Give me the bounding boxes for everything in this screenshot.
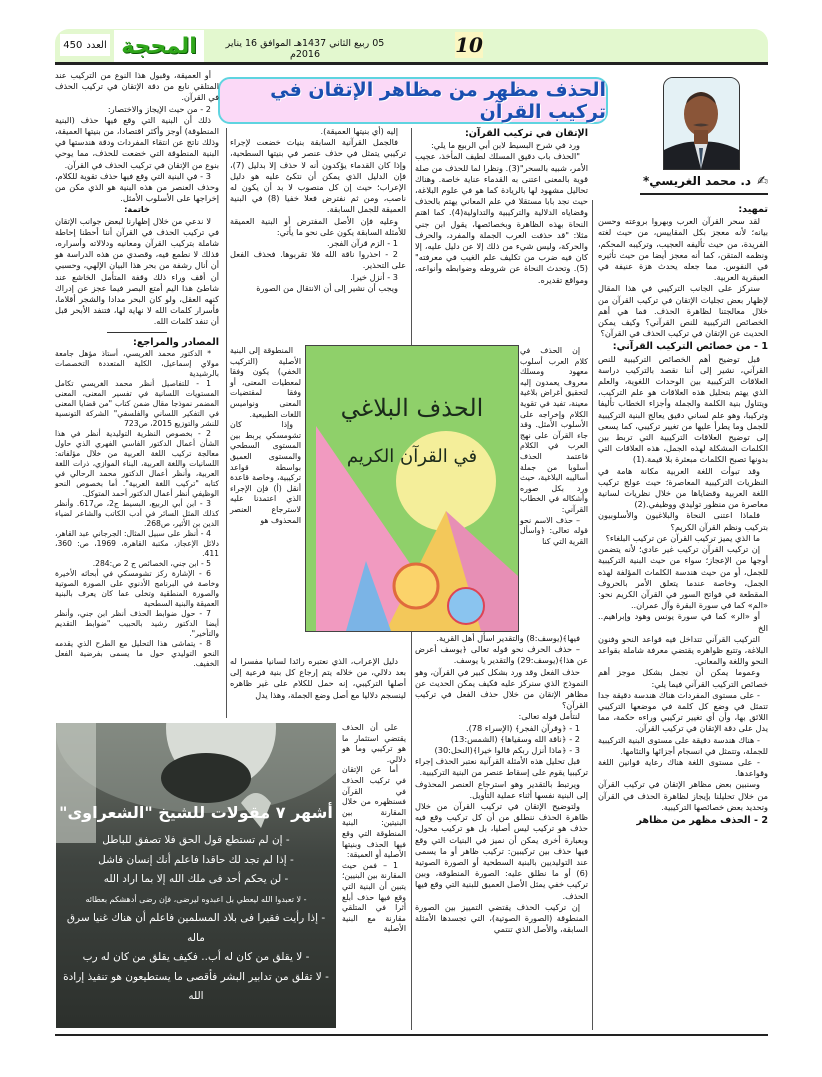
paragraph: وقد تبوأت اللغة العربية مكانة هامة في النظريات التركيبية المعاصرة؛ حيث عولج تركيب اللغة العربية وقضاياها من خلال نظريات لسانية معاصرة من منظور توليدي ووظيفي.(2) — [598, 465, 768, 510]
paragraph: إن تركيب الحذف يقتضي التمييز بين الصورة المنطوقة (الصورة الصوتية)، التي تجسدها الأمثلة السابقة، والأصل الذي تنتمي — [415, 901, 588, 935]
paragraph: قبل توضيح أهم الخصائص التركيبية للنص القرآني، نشير إلى أننا نقصد بالتركيب دراسة العلاقات التركيبية بين الوحدات اللغوية، والعلم الذي يهتم بتحليل هذه العلاقات هو علم التركيب، ويتناول بنية الكلمة والجملة وأجزاء الخطاب تأليفا وتركيبا، وهو علم لساني دقيق يعالج البنية التركيبية للجمل وما يطرأ عليها من تغيير تركيبي، كما يسعى إلى توضيح العلاقات التركيبية التي تربط بين الكلمات المشكلة لهذه الجمل، هذه العلاقات التي بدونها تصبح الكلمات مبعثرة بلا قيمة.(1) — [598, 353, 768, 465]
paragraph: لنتأمل قوله تعالى: — [518, 711, 580, 722]
paragraph: إن الحذف في كلام العرب أسلوب معهود ومسلك معروف يعمدون إليه لتحقيق أغراض بلاغية معينة، تفيد في تقوية الكلام وإخراجه على الأسلوب الأمثل. وقد جاء القرآن على نهج العرب في الكلام فاعتمد الحذف أسلوبا من جملة أساليبه البلاغية، حيث ورد بكل صوره وأشكاله في الخطاب القرآني: — [520, 346, 588, 514]
paragraph: إن تركيب القرآن تركيب غير عادي؛ لأنه يتضمن أوجها من الإعجاز؛ سواء من حيث البنية التركيبية للجمل، أو من حيث هندسة الكلمات المؤلفة لهذه الجمل، وخاصة عندما يتعلق الأمر بالحروف المقطعة في فواتح السور في القرآن الكريم نحو: «الم» كما في سورة البقرة وآل عمران.. — [598, 544, 768, 611]
paragraph: ويرتبط بالتقدير وهو استرجاع العنصر المحذوف إلى البنية نفسها أثناء عملية التأويل. — [415, 778, 588, 800]
paragraph: - هناك هندسة دقيقة على مستوى البنية التركيبية للجملة، وتتمثل في انسجام أجزائها والتئامها. — [598, 734, 768, 756]
issue-label: العدد — [86, 39, 107, 51]
paragraph: 2 - من حيث الإيجاز والاختصار: — [107, 103, 211, 114]
section-divider — [107, 332, 167, 333]
section-heading: تمهيد: — [738, 204, 768, 215]
paragraph: لقد سحر القرآن العرب وبهروا بروعته وحسن بيانه؛ لأنه معجز بكل المقاييس، من حيث لغته الفريدة، من حيث تأليفه العجيب، وتركيبه المحكم، ونظمه المتقن، كما أنه معجز أيضا من حيث تأثيره في النفوس. مما جعله يحدث هزة عنيفة في العبقرية العربية. — [598, 216, 768, 283]
paragraph: وسنبين بعض مظاهر الإتقان في تركيب القرآن من خلال تحليلنا بإيجاز لظاهرة الحذف في القرآن وتحديد بعض خصائصها التركيبية. — [598, 779, 768, 812]
reference-note: 4 - أنظر على سبيل المثال: الجرجاني عبد القاهر، دلائل الإعجاز، مكتبة القاهرة، 1969، ص: 360، 411. — [55, 528, 219, 558]
paragraph: ورد في شرح البسيط لابن أبي الربيع ما يلي: — [431, 140, 580, 151]
article-title: الحذف مظهر من مظاهر الإتقان في تركيب القرآن — [218, 77, 608, 124]
quote-line: - لا يقلق من كان له أب.. فكيف يقلق من كان له رب — [82, 951, 310, 963]
paragraph: المنطوقة إلى البنية الأصلية (التركيب الخفي) يكون وفقا لمعطيات المعنى، أو وفقا لمقتضيات المعنى ونواميس اللغات الطبيعية. — [230, 346, 301, 419]
pen-writing-icon: ✍ — [757, 173, 768, 189]
column-3-beside-book — [230, 346, 301, 526]
quotes-heading: أشهر ٧ مقولات للشيخ "الشعراوى" — [59, 803, 333, 822]
column-left — [55, 70, 219, 669]
paragraph: ويجب أن نشير إلى أن الانتقال من الصورة — [256, 282, 398, 293]
column-2-top — [415, 126, 588, 286]
column-2-bottom — [415, 633, 588, 935]
author-underline — [640, 193, 768, 195]
column-divider — [226, 128, 227, 718]
author-name: د. محمد الغريسي* — [642, 174, 752, 188]
book-title-line1: الحذف البلاغي — [340, 394, 484, 422]
section-heading: 1 - من خصائص التركيب القرآني: — [612, 341, 768, 353]
reference-note: 8 - يتماشى هذا التحليل مع الطرح الذي يقدمه النحو التوليدي حول ما يسمى بفرضية الفعل الخفيف. — [55, 638, 219, 668]
column-divider — [592, 200, 593, 1030]
paragraph: سنركز على الجانب التركيبي في هذا المقال لإظهار بعض تجليات الإتقان في تركيب القرآن من خلال معالجتنا لظاهرة الحذف. فما هي أهم الخصائص التركيبية للنص القرآني؟ وكيف يمكن الحديث عن الإتقان في تركيب الحذف في القرآن؟ — [598, 283, 768, 339]
issue-number: 450 — [63, 39, 83, 51]
column-3-top — [230, 126, 406, 294]
quote-line: - لن يحكم أحد فى ملك الله إلا بما اراد الله — [103, 873, 289, 885]
paragraph: 3 - في البنية التي وقع فيها حذف تقوية للكلام، وحذف العنصر من هذه البنية هو الذي مكن من إخراجها على الأسلوب الأمثل. — [55, 170, 219, 204]
page-number: 10 — [455, 33, 483, 57]
quotes-list — [60, 831, 332, 1007]
book-title-line2: في القرآن الكريم — [346, 446, 478, 467]
author-byline — [640, 171, 768, 191]
paragraph: فلماذا اعتنى النحاة والبلاغيون والأسلوبيون بتركيب ونظم القرآن الكريم؟ — [598, 510, 768, 532]
masthead-divider — [55, 62, 768, 65]
reference-note: 5 - ابن جني، الخصائص ج 2 ص:284. — [92, 558, 211, 568]
quote-line: - إذا لم تجد لك حاقدا فاعلم أنك إنسان فاشل — [98, 853, 294, 866]
paragraph: أو العميقة، وقبول هذا النوع من التركيب عند المتلقي نابع من دقة الإتقان في تركيب الحذف في القرآن. — [55, 70, 219, 103]
quote-line: - إذا رأيت فقيرا فى بلاد المسلمين فاعلم أن هناك غنيا سرق ماله — [66, 912, 326, 944]
paragraph: على أن الحذف يقتضي استثمار ما هو تركيبي وما هو دلالي. — [342, 723, 406, 764]
paragraph: حذف الفعل وقد ورد بشكل كبير في القرآن، وهو النموذج الذي سنركز عليه فكيف يمكن الحديث عن مظاهر الإتقان من خلال حذف الفعل في تركيب القرآن؟ — [415, 666, 588, 711]
paragraph: وعموما يمكن أن نجمل بشكل موجز أهم خصائص التركيب القرآني فيما يلي: — [598, 667, 768, 689]
quote-line: - إن لم تستطع قول الحق فلا تصفق للباطل — [102, 834, 290, 846]
reference-note: * الدكتور محمد الغريسي، أستاذ مؤهل جامعة مولاي إسماعيل، الكلية المتعددة التخصصات بالرشيدية — [55, 348, 219, 378]
section-heading: الإتقان في تركيب القرآن: — [464, 128, 588, 139]
section-heading: المصادر والمراجع: — [132, 336, 219, 348]
paragraph: التركيب القرآني تتداخل فيه قواعد النحو وفنون البلاغة، وتتبع ظواهره يقتضي معرفة شاملة بقواعد النحو واللغة والمعاني. — [598, 633, 768, 667]
paragraph: 1 - الزم قرآن الفجر. — [327, 238, 398, 249]
paragraph: فيها﴾(يوسف:8) والتقدير اسأل أهل القرية. — [436, 633, 580, 643]
column-3-wide — [230, 656, 406, 701]
reference-note: 1 - للتفاصيل أنظر محمد الغريسي تكامل المستويات اللسانية في تفسير المعنى، المعنى المضمر نموذجا مقال ضمن كتاب "من قضايا المعنى في التفكير اللساني والفلسفي" الشركة التونسية للنشر والتوزيع 2015، ص723 — [55, 378, 219, 428]
page-bottom-rule — [55, 1034, 768, 1036]
paragraph: – حذف الحرف نحو قوله تعالى ﴿يوسف أعرض عن هذا﴾(يوسف:29) والتقدير يا يوسف. — [415, 644, 588, 666]
paragraph: فالجمل القرآنية السابقة بنيات خضعت لإجراء تركيبي يتمثل في حذف عنصر في بنيتها السطحية، وإذا كان القدماء يؤكدون أنه لا حذف إلا بدليل (7)، فإن الدليل الذي يمكن أن نتكئ عليه هو دليل الإعراب؛ حيث إن كل منصوب لا بد أن يكون له ناصب، ومن ثم نفترض فعلا خفيا (8) في البنية العميقة للجمل السابقة. — [230, 137, 406, 215]
section-heading: 2 - الحذف مظهر من مظاهر — [636, 814, 768, 826]
paragraph: دليل الإعراب، الذي نعتبره رائدا لسانيا مفسرا له بعد دلالي، من خلاله يتم إرجاع كل بنية فرعية إلى أصلها التركيبي، إنه حمل للكلام على غير ظاهره لينسجم دلاليا مع أصل وضع الجملة، وهذا يدل — [230, 656, 406, 700]
paragraph: - على مستوى اللغة هناك رعاية قوانين اللغة وقواعدها. — [598, 756, 768, 779]
reference-note: 7 - حول ضوابط الحذف أنظر ابن جني، وأنظر أيضا الدكتور رشيد بالحبيب "ضوابط التقديم والتأخير". — [55, 608, 219, 638]
paragraph: - على مستوى المفردات هناك هندسة دقيقة جدا تتمثل في وضع كل كلمة في موضعها التركيبي اللائق بها، وأن أي تغيير تركيبي وراءه حكمة، مما يدل على دقة الإتقان في تركيب القرآن. — [598, 689, 768, 734]
issue-date: 05 ربيع الثاني 1437هـ الموافق 16 يناير 2016م — [225, 38, 385, 60]
paragraph: – حذف الاسم نحو قوله تعالى: ﴿واسأل القرية التي كنا — [520, 515, 588, 546]
reference-note: 2 - بخصوص النظرية التوليدية أنظر في هذا الشأن أعمال الدكتور الفاسي الفهري الذي حاول معالجة تركيب اللغة العربية من خلال مؤلفاته: اللسانيات واللغة العربية، البناء الموازي، ذرات اللغة العربية، وأنظر أعمال الدكتور محمد الرحالي في كتابه "تركيب اللغة العربية". أما بخصوص النحو الوظيفي أنظر أعمال الدكتور أحمد المتوكل. — [55, 428, 219, 498]
paragraph: 2 - احذروا ناقة الله فلا تقربوها. فحذف الفعل على التحذير. — [230, 249, 406, 271]
quote-line: - لا تعبدوا الله ليعطي بل اعبدوه ليرضى، فإن رضى أدهشكم بعطائه — [85, 894, 307, 904]
paragraph: "الحذف باب دقيق المسلك لطيف المأخذ، عجيب الأمر، شبيه بالسحر"(3). ونظرا لما للحذف من صلة قوية بالمعنى اعتنى به القدماء عناية خاصة. وهناك تحاليل مشهود لها بالريادة كما هو في علوم البلاغة، حيث نجد بابا مستقلا في علم المعاني يهتم بالحذف وقضاياه الدلالية والتركيبية والتداولية(4). كما اهتم النحاة بهذه الظاهرة وبخصائصها، يقول ابن جني مثلا: "قد حذفت العرب الجملة والمفرد، والحرف والحركة، وليس شيء من ذلك إلا عن دليل عليه، إلا كان فيه ضرب من تكليف علم الغيب في معرفته"(5). وتحدث النحاة عن شروطه وضوابطه وأنواعه، ومواقع تقديره. — [415, 151, 589, 285]
section-heading: خاتمة: — [124, 204, 150, 215]
reference-note: 6 - الإشارة ركز تشومسكي في أبحاثه الأخيرة وخاصة في البرنامج الأدنوي على الصورة الصوتية والصورة المنطقية وتخلى عما كان يعرف بالبنية العميقة والبنية السطحية — [55, 568, 219, 608]
paragraph: إليه (أي بنيتها العميقة). — [320, 126, 398, 136]
paragraph: ذلك أن البنية التي وقع فيها حذف (البنية المنطوقة) أوجز وأكثر اقتصادا، من بنيتها العميقة، وذلك ناتج عن انتقاء المفردات ودقة هندستها في البنية المنطوقة التي خضعت للحذف، مما يوحي بنوع من الإتقان في تركيب الحذف في القرآن. — [55, 114, 219, 170]
paragraph: ما الذي يميز تركيب القرآن عن تركيب البلغاء؟ — [605, 532, 760, 543]
paragraph: 1 - ﴿وقرآن الفجر﴾ (الإسراء 78). — [465, 722, 580, 733]
column-right — [598, 202, 768, 827]
paragraph: أما عن الإتقان في تركيب الحذف في القرآن فسنظهره من خلال المقارنة بين البنيتين: البنية المنطوقة التي وقع فيها الحذف وبنيتها الأصلية أو العميقة: — [342, 765, 406, 860]
reference-note: 3 - ابن أبي الربيع، البسيط ج2، ص617. وأنظر كذلك المثل السائر في أدب الكاتب والشاعر لضياء الدين بن الأثير، ص268. — [55, 498, 219, 528]
paragraph: لا ندعي من خلال إظهارنا لبعض جوانب الإتقان في تركيب الحذف في القرآن أننا أحطنا إحاطة شاملة بتركيب القرآن ومعانيه ودلالاته وأسراره، فذلك لا نطمع فيه، وقصدي من هذه الدراسة هو أن أنال رشفة من بحر هذا البيان الإلهي، وحسبي أن أقف وراء ذلك وقفة المتأمل الخاشع عند شاطئ هذا اليم أمتع البصر فيما عجز عن إدراك كنهه العقل، ولو كان البحر مدادا والشجر أقلاما، فأسرار كلمات الله لا نهاية لها، فتنفد الأبحر قبل أن تنفد كلمات الله. — [55, 215, 219, 327]
paragraph: 3 - ﴿ماذا أنزل ربكم قالوا خيرا﴾(النحل:30) — [434, 745, 580, 756]
shaarawi-quotes-image — [56, 723, 336, 1028]
quote-line: - لا تقلق من تدابير البشر فأقصى ما يستطيعون هو تنفيذ إرادة الله — [63, 970, 329, 1002]
paragraph: وإذا كان تشومسكي يربط بين المستوى السطحي والمستوى العميق بواسطة قواعد تركيبية، وخاصة قاعدة أنقل (أ) فإن الإجراء الذي اعتمدنا عليه لاسترجاع العنصر المحذوف هو — [230, 420, 301, 525]
book-cover-image — [305, 345, 519, 632]
author-photo — [663, 77, 740, 170]
column-3-beside-photo — [342, 723, 406, 935]
paragraph: 3 - أنزل خيرا. — [350, 271, 398, 282]
paragraph: 2 - ﴿ناقة الله وسقياها﴾ (الشمس:13) — [450, 733, 580, 744]
paragraph: قبل تحليل هذه الأمثلة القرآنية نعتبر الحذف إجراء تركيبيا يقوم على إسقاط عنصر من البنية التركيبية. — [415, 756, 588, 778]
paragraph: 1 – فمن حيث المقارنة بين البنيين؛ يتبين أن البنية التي وقع فيها حذف أبلغ أثرا في المتلقي مقارنة مع البنية الأصلية — [342, 860, 406, 934]
paragraph: أو «الر» كما في سورة يونس وهود وإبراهيم.. الخ — [598, 611, 768, 633]
paragraph: ولتوضيح الإتقان في تركيب القرآن من خلال ظاهرة الحذف ننطلق من أن كل تركيب وقع فيه حذف هو تركيب ليس أصليا، بل هو تركيب محول، وبعبارة أخرى يمكن أن نميز في البنيات التي وقع فيها حذف بين تركيبين: تركيب ظاهر أو ما يسمى عند التوليديين بالبنية السطحية أو الصورة الصوتية (6) أو ما نطلق عليه: الصورة المنطوقة، وبين تركيب خفي يمثل الأصل العميق للبنية التي وقع فيها الحذف. — [415, 801, 588, 901]
newspaper-logo: المحجة — [114, 30, 204, 62]
issue-number-box — [60, 34, 110, 56]
paragraph: وعليه فإن الأصل المفترض أو البنية العميقة للأمثلة السابقة يكون على نحو ما يأتي: — [230, 215, 406, 237]
column-2-beside-book — [520, 346, 588, 547]
